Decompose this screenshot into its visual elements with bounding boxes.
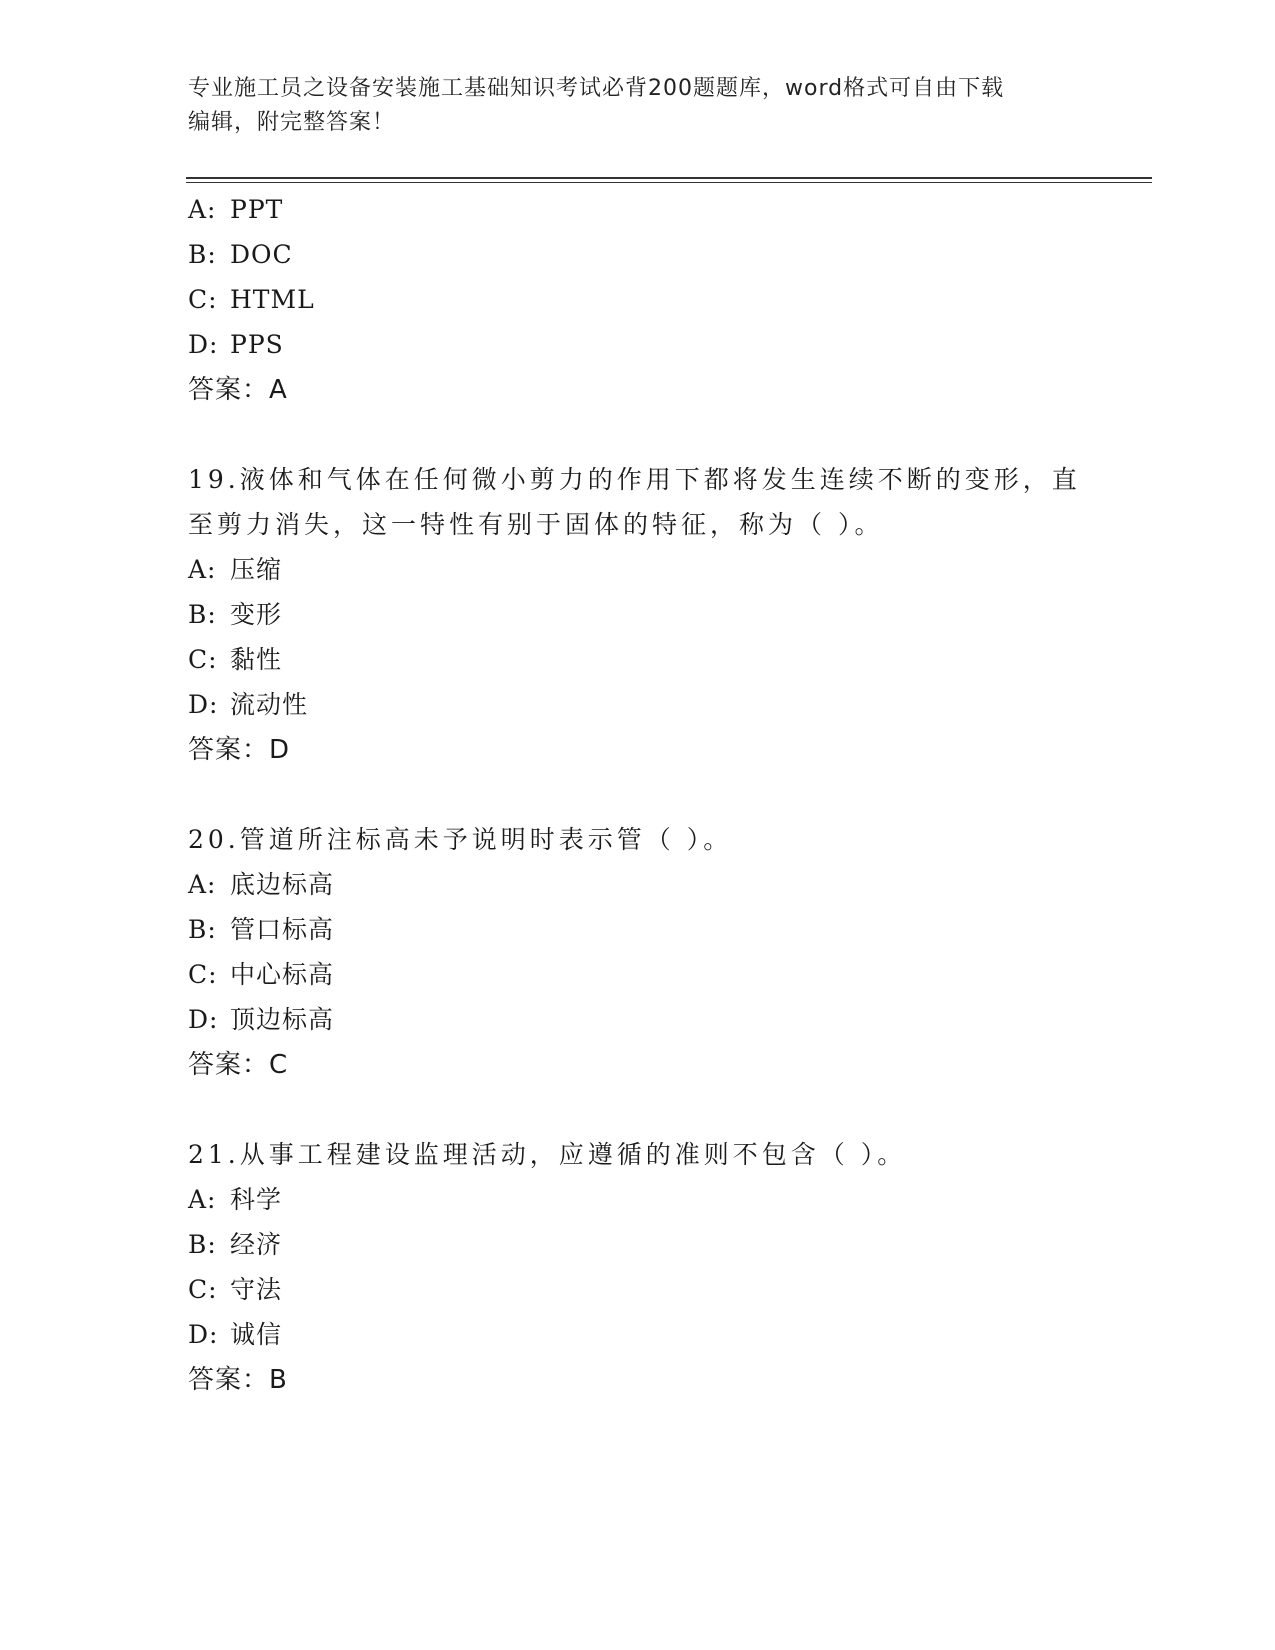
option-label: A:: [188, 1185, 217, 1214]
question-line: 至剪力消失，这一特性有别于固体的特征，称为（ ）。: [188, 510, 884, 539]
option-label: B:: [188, 915, 217, 944]
option-text: 经济: [230, 1230, 283, 1259]
option-c: [188, 960, 334, 990]
option-a: [188, 870, 334, 900]
document-header: [188, 72, 1068, 140]
option-text: 变形: [230, 600, 283, 629]
option-label: C:: [188, 285, 218, 314]
option-text: 顶边标高: [230, 1005, 335, 1034]
option-c: [188, 285, 315, 315]
option-a: [188, 555, 282, 585]
header-line-1: 专业施工员之设备安装施工基础知识考试必背200题题库，word格式可自由下载: [188, 76, 1005, 101]
option-label: D:: [188, 1320, 219, 1349]
option-label: A:: [188, 870, 217, 899]
option-b: [188, 600, 282, 630]
option-label: B:: [188, 1230, 217, 1259]
option-text: DOC: [230, 240, 293, 269]
option-text: 压缩: [230, 555, 283, 584]
option-label: D:: [188, 330, 219, 359]
option-c: [188, 1275, 282, 1305]
header-divider-thick: [186, 177, 1152, 179]
option-d: [188, 330, 284, 360]
option-c: [188, 645, 282, 675]
answer-line: 答案：D: [188, 735, 291, 765]
question-line: 19.液体和气体在任何微小剪力的作用下都将发生连续不断的变形，直: [188, 465, 1081, 494]
option-d: [188, 1005, 334, 1035]
option-text: 流动性: [230, 690, 309, 719]
option-text: 科学: [230, 1185, 283, 1214]
answer-line: 答案：A: [188, 375, 288, 405]
option-label: C:: [188, 960, 218, 989]
option-b: [188, 915, 334, 945]
option-label: C:: [188, 1275, 218, 1304]
option-b: [188, 1230, 282, 1260]
option-label: C:: [188, 645, 218, 674]
option-text: PPT: [230, 195, 284, 224]
header-divider-thin: [186, 182, 1152, 183]
option-text: 黏性: [230, 645, 283, 674]
option-text: 守法: [230, 1275, 283, 1304]
answer-line: 答案：C: [188, 1050, 289, 1080]
option-a: [188, 195, 283, 225]
option-label: D:: [188, 690, 219, 719]
option-label: A:: [188, 195, 217, 224]
option-text: 中心标高: [230, 960, 335, 989]
option-text: 诚信: [230, 1320, 283, 1349]
option-text: 底边标高: [230, 870, 335, 899]
option-text: 管口标高: [230, 915, 335, 944]
option-text: PPS: [230, 330, 284, 359]
option-label: A:: [188, 555, 217, 584]
option-d: [188, 690, 308, 720]
question-line: 21.从事工程建设监理活动，应遵循的准则不包含（ ）。: [188, 1140, 907, 1169]
header-line-2: 编辑，附完整答案！: [188, 110, 396, 135]
answer-line: 答案：B: [188, 1365, 288, 1395]
question-line: 20.管道所注标高未予说明时表示管（ ）。: [188, 825, 733, 854]
option-label: B:: [188, 600, 217, 629]
option-a: [188, 1185, 282, 1215]
option-label: D:: [188, 1005, 219, 1034]
option-text: HTML: [230, 285, 315, 314]
option-d: [188, 1320, 282, 1350]
option-b: [188, 240, 293, 270]
option-label: B:: [188, 240, 217, 269]
